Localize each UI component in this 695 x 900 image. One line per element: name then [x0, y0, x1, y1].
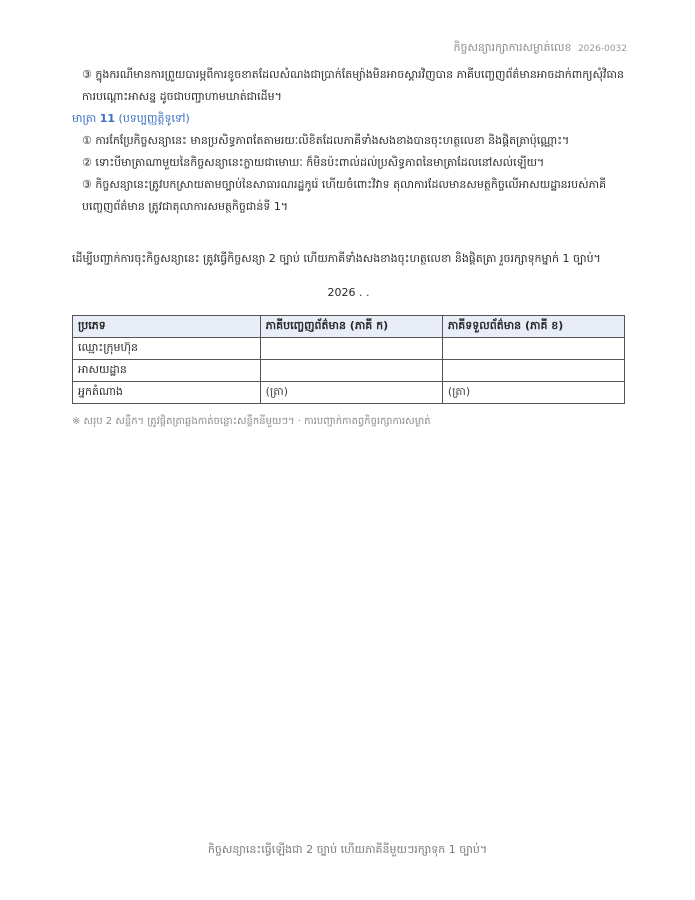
document-body — [72, 64, 625, 430]
party-b-seal-cell: (ត្រា) — [442, 382, 624, 404]
column-header-type: ប្រភេទ — [73, 316, 261, 338]
article-title: (បទប្បញ្ញត្តិទូទៅ) — [118, 112, 190, 125]
row-label-address: អាសយដ្ឋាន — [73, 360, 261, 382]
article-11-item-1: ① ការកែប្រែកិច្ចសន្យានេះ មានប្រសិទ្ធភាពតែតាមរយៈលិខិតដែលភាគីទាំងសងខាងបានចុះហត្ថលេខា និងផ្តិតត្រាប៉ុណ្ណោះ។ — [82, 134, 570, 147]
article-label: មាត្រា — [72, 112, 97, 125]
party-a-address-cell — [260, 360, 442, 382]
table-header-row — [73, 316, 625, 338]
page-footer: កិច្ចសន្យានេះធ្វើឡើងជា 2 ច្បាប់ ហើយភាគីនីមួយៗរក្សាទុក 1 ច្បាប់។ — [207, 843, 488, 856]
article-11-item-3: ③ កិច្ចសន្យានេះត្រូវបកស្រាយតាមច្បាប់នៃសាធារណរដ្ឋកូរ៉េ ហើយចំពោះវិវាទ តុលាការដែលមានសមត្ថកិច្ចលើអាសយដ្ឋានរបស់ភាគីបញ្ចេញព័ត៌មាន ត្រូវជាតុលាការសមត្ថកិច្ចជាន់ទី 1។ — [82, 178, 607, 213]
header-title: កិច្ចសន្យារក្សាការសម្ងាត់លេខ — [453, 41, 572, 54]
document-number: 2026-0032 — [577, 44, 627, 54]
closing-statement: ដើម្បីបញ្ជាក់ការចុះកិច្ចសន្យានេះ ត្រូវធ្វើកិច្ចសន្យា 2 ច្បាប់ ហើយភាគីទាំងសងខាងចុះហត្ថលេខា និងផ្តិតត្រា រួចរក្សាទុកម្នាក់ 1 ច្បាប់។ — [72, 252, 601, 265]
row-label-company: ឈ្មោះក្រុមហ៊ុន — [73, 338, 261, 360]
party-a-seal-cell: (ត្រា) — [260, 382, 442, 404]
table-row — [73, 360, 625, 382]
table-row — [73, 382, 625, 404]
article-11-item-2: ② ទោះបីមាត្រាណាមួយនៃកិច្ចសន្យានេះក្លាយជាមោឃៈ ក៏មិនប៉ះពាល់ដល់ប្រសិទ្ធភាពនៃមាត្រាដែលនៅសល់ឡើយ។ — [82, 156, 545, 169]
document-header — [453, 41, 627, 57]
page-note: ※ សរុប 2 សន្លឹក។ ត្រូវផ្តិតត្រាឆ្លងកាត់ចន្លោះសន្លឹកនីមួយៗ។ · ការបញ្ជាក់កាតព្វកិច្ចរក្សាការសម្ងាត់ — [72, 416, 431, 427]
party-b-company-cell — [442, 338, 624, 360]
article-10-item-3: ③ ក្នុងករណីមានការព្រួយបារម្ភពីការខូចខាតដែលសំណងជាប្រាក់តែម្យ៉ាងមិនអាចស្តារវិញបាន ភាគីបញ្ចេញព័ត៌មានអាចដាក់ពាក្យសុំវិធានការបណ្តោះអាសន្ន ដូចជាបញ្ជាហាមឃាត់ជាដើម។ — [82, 68, 624, 103]
party-b-address-cell — [442, 360, 624, 382]
column-header-party-a: ភាគីបញ្ចេញព័ត៌មាន (ភាគី ក) — [260, 316, 442, 338]
article-11-heading — [72, 108, 625, 130]
row-label-representative: អ្នកតំណាង — [73, 382, 261, 404]
article-number: 11 — [99, 112, 116, 125]
signature-table — [72, 315, 625, 404]
column-header-party-b: ភាគីទទួលព័ត៌មាន (ភាគី ខ) — [442, 316, 624, 338]
party-a-company-cell — [260, 338, 442, 360]
signing-date: 2026 . . — [327, 286, 370, 299]
table-row — [73, 338, 625, 360]
